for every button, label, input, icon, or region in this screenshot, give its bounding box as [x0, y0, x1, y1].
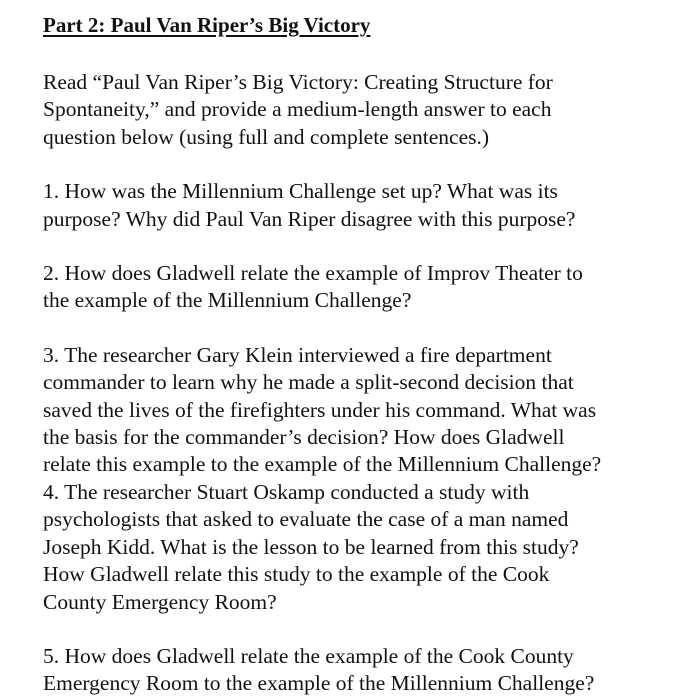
question-line: psychologists that asked to evaluate the case of a man named — [43, 507, 569, 532]
question-line: the basis for the commander’s decision? How does Gladwell — [43, 425, 565, 450]
question-line: How Gladwell relate this study to the example of the Cook — [43, 562, 550, 587]
intro-line: Spontaneity,” and provide a medium-length answer to each — [43, 97, 552, 122]
question-3 — [43, 342, 683, 479]
question-line: saved the lives of the firefighters under his command. What was — [43, 397, 597, 422]
question-5 — [43, 643, 683, 698]
intro-paragraph — [43, 69, 683, 151]
question-line: commander to learn why he made a split-second decision that — [43, 370, 574, 395]
question-line: the example of the Millennium Challenge? — [43, 288, 412, 313]
question-line: Joseph Kidd. What is the lesson to be learned from this study? — [43, 534, 579, 559]
question-line: purpose? Why did Paul Van Riper disagree with this purpose? — [43, 206, 576, 231]
question-4 — [43, 479, 683, 616]
question-line: 4. The researcher Stuart Oskamp conducted a study with — [43, 479, 530, 504]
question-line: relate this example to the example of the Millennium Challenge? — [43, 452, 602, 477]
question-line: 3. The researcher Gary Klein interviewed a fire department — [43, 342, 552, 367]
question-line: 5. How does Gladwell relate the example of the Cook County — [43, 643, 574, 668]
question-line: County Emergency Room? — [43, 589, 277, 614]
question-line: 2. How does Gladwell relate the example of Improv Theater to — [43, 261, 583, 286]
question-2 — [43, 260, 683, 315]
question-line: Emergency Room to the example of the Millennium Challenge? — [43, 671, 595, 696]
document-title: Part 2: Paul Van Riper’s Big Victory — [43, 13, 371, 37]
intro-line: question below (using full and complete sentences.) — [43, 124, 490, 149]
document-page — [43, 12, 683, 698]
question-line: 1. How was the Millennium Challenge set up? What was its — [43, 179, 558, 204]
intro-line: Read “Paul Van Riper’s Big Victory: Creating Structure for — [43, 70, 553, 94]
question-1 — [43, 178, 683, 233]
